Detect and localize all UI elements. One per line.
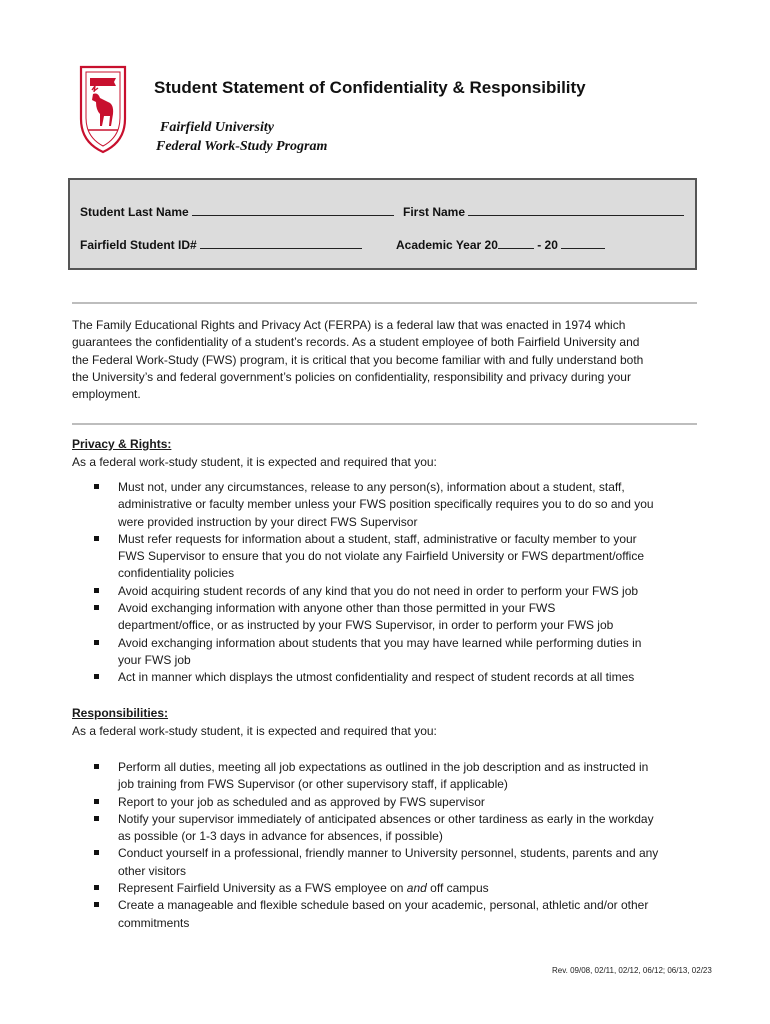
student-id-label: Fairfield Student ID# (80, 238, 197, 252)
list-item (94, 669, 704, 686)
bullet-icon (94, 902, 99, 907)
item-text: Must not, under any circumstances, release to any person(s), information about a student, staff, (118, 480, 625, 494)
item-text: job training from FWS Supervisor (or other supervisory staff, if applicable) (118, 777, 508, 792)
last-name-field[interactable] (80, 204, 394, 219)
academic-year-end-line[interactable] (561, 237, 605, 249)
first-name-line[interactable] (468, 204, 684, 216)
university-name: Fairfield University (160, 120, 274, 135)
last-name-label: Student Last Name (80, 205, 189, 219)
item-text: commitments (118, 915, 190, 930)
privacy-heading: Privacy & Rights: (72, 437, 172, 451)
item-text: your FWS job (118, 652, 191, 667)
responsibilities-list (94, 759, 704, 932)
paragraph-line: The Family Educational Rights and Privacy Act (FERPA) is a federal law that was enacted in 1974 which (72, 318, 626, 332)
item-text: Act in manner which displays the utmost confidentiality and respect of student records at all times (118, 670, 635, 685)
academic-year-start-line[interactable] (498, 237, 534, 249)
student-info-box (68, 178, 697, 270)
bullet-icon (94, 850, 99, 855)
academic-year-field[interactable] (396, 237, 605, 252)
program-name: Federal Work-Study Program (156, 139, 328, 154)
item-text: department/office, or as instructed by your FWS Supervisor, in order to perform your FWS job (118, 618, 614, 633)
paragraph-line: guarantees the confidentiality of a student’s records. As a student employee of both Fairfield University and (72, 335, 640, 350)
item-text: Report to your job as scheduled and as approved by FWS supervisor (118, 794, 485, 809)
student-id-field[interactable] (80, 237, 362, 252)
list-item (94, 811, 704, 846)
item-text: Avoid exchanging information about students that you may have learned while performing duties in (118, 635, 642, 650)
item-text-part: off campus (426, 881, 489, 896)
paragraph-line: employment. (72, 387, 141, 402)
paragraph-line: the Federal Work-Study (FWS) program, it is critical that you become familiar with and fully understand both (72, 352, 644, 367)
privacy-intro: As a federal work-study student, it is expected and required that you: (72, 455, 437, 469)
item-text: were provided instruction by your direct FWS Supervisor (118, 514, 418, 529)
item-text: FWS Supervisor to ensure that you do not violate any Fairfield University or FWS department/office (118, 549, 645, 564)
fairfield-stag-crest-icon (78, 64, 128, 154)
item-text: Perform all duties, meeting all job expectations as outlined in the job description and as instructed in (118, 760, 649, 774)
first-name-label: First Name (403, 205, 466, 219)
divider (72, 302, 697, 304)
item-text: other visitors (118, 863, 187, 878)
item-text: confidentiality policies (118, 566, 235, 581)
bullet-icon (94, 764, 99, 769)
item-text: Conduct yourself in a professional, friendly manner to University personnel, students, parents and any (118, 846, 659, 861)
academic-year-prefix: 20 (484, 238, 498, 252)
item-text: as possible (or 1-3 days in advance for absences, if possible) (118, 829, 443, 844)
responsibilities-heading: Responsibilities: (72, 706, 169, 720)
item-text: Must refer requests for information about a student, staff, administrative or faculty member to your (118, 531, 637, 546)
bullet-icon (94, 640, 99, 645)
list-item (94, 583, 704, 600)
item-text: Avoid acquiring student records of any kind that you do not need in order to perform your FWS job (118, 583, 639, 598)
bullet-icon (94, 605, 99, 610)
student-id-line[interactable] (200, 237, 362, 249)
academic-year-separator: - 20 (537, 238, 558, 252)
list-item (94, 880, 704, 897)
item-text: Notify your supervisor immediately of anticipated absences or other tardiness as early in the workday (118, 811, 654, 826)
academic-year-label: Academic Year (396, 238, 482, 252)
list-item (94, 479, 704, 531)
paragraph-line: the University’s and federal government’s policies on confidentiality, responsibility and privacy during your (72, 369, 631, 384)
bullet-icon (94, 588, 99, 593)
bullet-icon (94, 816, 99, 821)
list-item (94, 531, 704, 583)
item-text: Avoid exchanging information with anyone other than those permitted in your FWS (118, 601, 556, 616)
last-name-line[interactable] (192, 204, 394, 216)
bullet-icon (94, 536, 99, 541)
bullet-icon (94, 674, 99, 679)
bullet-icon (94, 484, 99, 489)
list-item (94, 845, 704, 880)
bullet-icon (94, 885, 99, 890)
list-item (94, 759, 704, 794)
bullet-icon (94, 799, 99, 804)
list-item (94, 600, 704, 635)
revision-note: Rev. 09/08, 02/11, 02/12, 06/12; 06/13, 02/23 (552, 966, 712, 975)
privacy-list (94, 479, 704, 687)
item-text: Create a manageable and flexible schedule based on your academic, personal, athletic and/or other (118, 898, 649, 913)
responsibilities-intro: As a federal work-study student, it is expected and required that you: (72, 724, 437, 738)
item-text: administrative or faculty member unless your FWS position specifically requires you to do so and you (118, 497, 654, 512)
list-item (94, 897, 704, 932)
first-name-field[interactable] (403, 204, 684, 219)
list-item (94, 794, 704, 811)
ferpa-paragraph (72, 317, 702, 403)
item-text-part: Represent Fairfield University as a FWS employee on (118, 881, 407, 896)
item-text-emphasis: and (406, 881, 427, 896)
organization-block (156, 118, 327, 156)
divider (72, 423, 697, 425)
page-title: Student Statement of Confidentiality & Responsibility (154, 78, 586, 97)
list-item (94, 635, 704, 670)
item-text (118, 880, 704, 897)
